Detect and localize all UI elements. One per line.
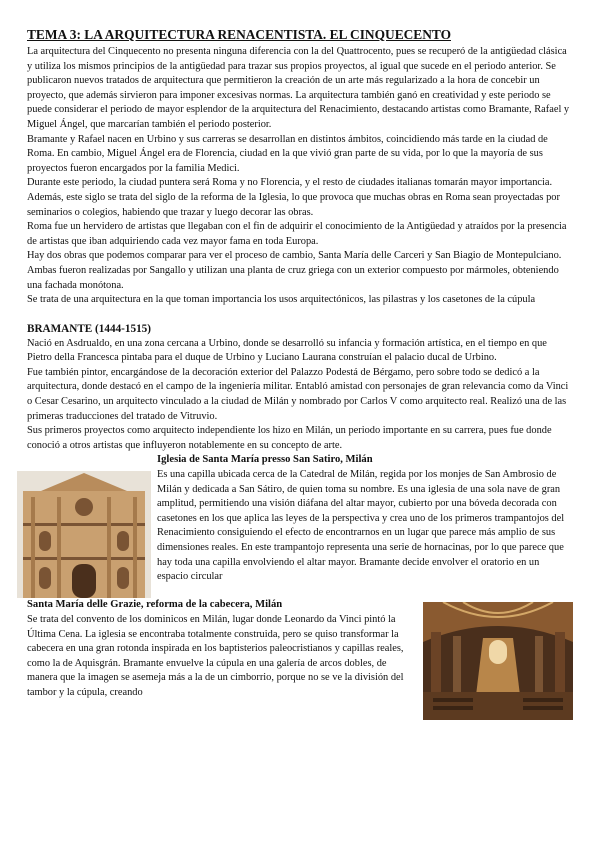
santa-maria-delle-grazie-photo [423,602,573,720]
nave-apse-light [489,640,507,664]
document-page [27,27,573,720]
satiro-text: Es una capilla ubicada cerca de la Catedral de Milán, regida por los monjes de San Ambrosio de Milán y dedicada a San Sátiro, de quien toma su nombre. Es una iglesia de una sola nave de gran amplitud, permitiendo una visión diáfana del altar mayor, cubierto por una bóveda decorada con casetones en los que aplica las leyes de la perspectiva y crea uno de los primeros trampantojos del Renacimiento consiguiendo el efecto de encontrarnos en un lugar que parece más amplio de sus dimensiones reales. En este trampantojo representa una serie de hornacinas, por lo que parece que hay toda una capilla envolviendo el altar mayor. Bramante decide envolver el oratorio en un espacio circular [157,469,565,583]
intro-paragraph-6: Se trata de una arquitectura en la que toman importancia los usos arquitectónicos, las pilastras y los casetones de la cúpula [27,294,536,306]
bramante-heading: BRAMANTE (1444-1515) [27,322,151,335]
intro-paragraph-5: Hay dos obras que podemos comparar para ver el proceso de cambio, Santa María delle Carceri y San Biagio de Montepulciano. Ambas fueron realizadas por Sangallo y utilizan una planta de cruz griega con un exterior compuesto por mármoles, obteniendo una fachada monótona. [27,250,562,291]
intro-paragraph-3: Durante este periodo, la ciudad puntera será Roma y no Florencia, y el resto de ciudades italianas tomarán mayor importancia. Además, este siglo se trata del siglo de la reforma de la Iglesia, lo que provoca que muchas obras en Roma sean proyectadas por seminarios o colegios, habiendo que trazar y luego decorar las obras. [27,177,560,218]
santa-maria-presso-san-satiro-photo [17,471,151,598]
intro-paragraph-4: Roma fue un hervidero de artistas que llegaban con el fin de adquirir el conocimiento de la Antigüedad y atraídos por la presencia de artistas que iban adquiriendo cada vez mayor fama en toda Europa. [27,221,567,247]
facade-portal [72,564,96,598]
grazie-section [27,598,573,720]
bramante-paragraph-2: Fue también pintor, encargándose de la decoración exterior del Palazzo Podestá de Bérgamo, pero sobre todo se dedicó a la arquitectura, donde destacó en el campo de la ingeniería militar. Entabló amistad con personajes de gran relevancia como da Vinci o Cesar Cesarino, un arquitecto vinculado a la ciudad de Milán y nombrado por Carlos V como arquitecto real. Realizó una de las primeras traducciones del tratado de Vitruvio. [27,366,569,422]
intro-paragraph-2: Bramante y Rafael nacen en Urbino y sus carreras se desarrollan en distintos ámbitos, coincidiendo más tarde en la ciudad de Roma. En cambio, Miguel Ángel era de Florencia, ciudad en la que vivió gran parte de su vida, por lo que la mayoría de sus proyectos fueron encargados por la familia Medici. [27,133,548,174]
grazie-text: Se trata del convento de los dominicos en Milán, lugar donde Leonardo da Vinci pintó la Última Cena. La iglesia se encontraba totalmente construida, pero se quiso transformar la cabecera en una gran rotonda inspirada en los baptisterios paleocristianos y capillas reales, como la de Aquisgrán. Bramante envuelve la cúpula en una galería de arcos dobles, de manera que la imagen se asemeja más a la de un cimborrio, porque no se ve la división del tambor y la cúpula, creando [27,614,404,698]
grazie-heading: Santa María delle Grazie, reforma de la cabecera, Milán [27,599,283,611]
bramante-paragraph-1: Nació en Asdrualdo, en una zona cercana a Urbino, donde se desarrolló su infancia y formación artística, en el tiempo en que Pietro della Francesca pintaba para el duque de Urbino y Luciano Laurana construían el palacio ducal de Urbino. [27,337,547,364]
satiro-heading: Iglesia de Santa María presso San Satiro, Milán [157,454,373,466]
section-spacer [27,308,573,322]
facade-oculus [75,498,93,516]
page-title: TEMA 3: LA ARQUITECTURA RENACENTISTA. EL CINQUECENTO [27,27,451,42]
bramante-paragraph-3: Sus primeros proyectos como arquitecto independiente los hizo en Milán, un periodo importante en su carrera, pues fue donde conoció a otros artistas que influyeron notablemente en su concepto de arte. [27,425,552,451]
intro-paragraph-1: La arquitectura del Cinquecento no presenta ninguna diferencia con la del Quattrocento, pues se recuperó de la antigüedad clásica y utiliza los mismos principios de la antigüedad para trazar sus propios proyectos, al igual que sucede en el periodo anterior. Se publicaron nuevos tratados de arquitectura que permitieron la creación de un arte más regularizado a la hora de concebir un proyecto, que además sirvieron para imponer excesivas normas. La arquitectura también ganó en creatividad y este periodo se puede considerar el periodo de mayor esplendor de la arquitectura del Renacimiento, destacando artistas como Bramante, Rafael y Miguel Ángel, que marcarían también el periodo posterior. [27,46,570,130]
satiro-section [27,453,573,598]
